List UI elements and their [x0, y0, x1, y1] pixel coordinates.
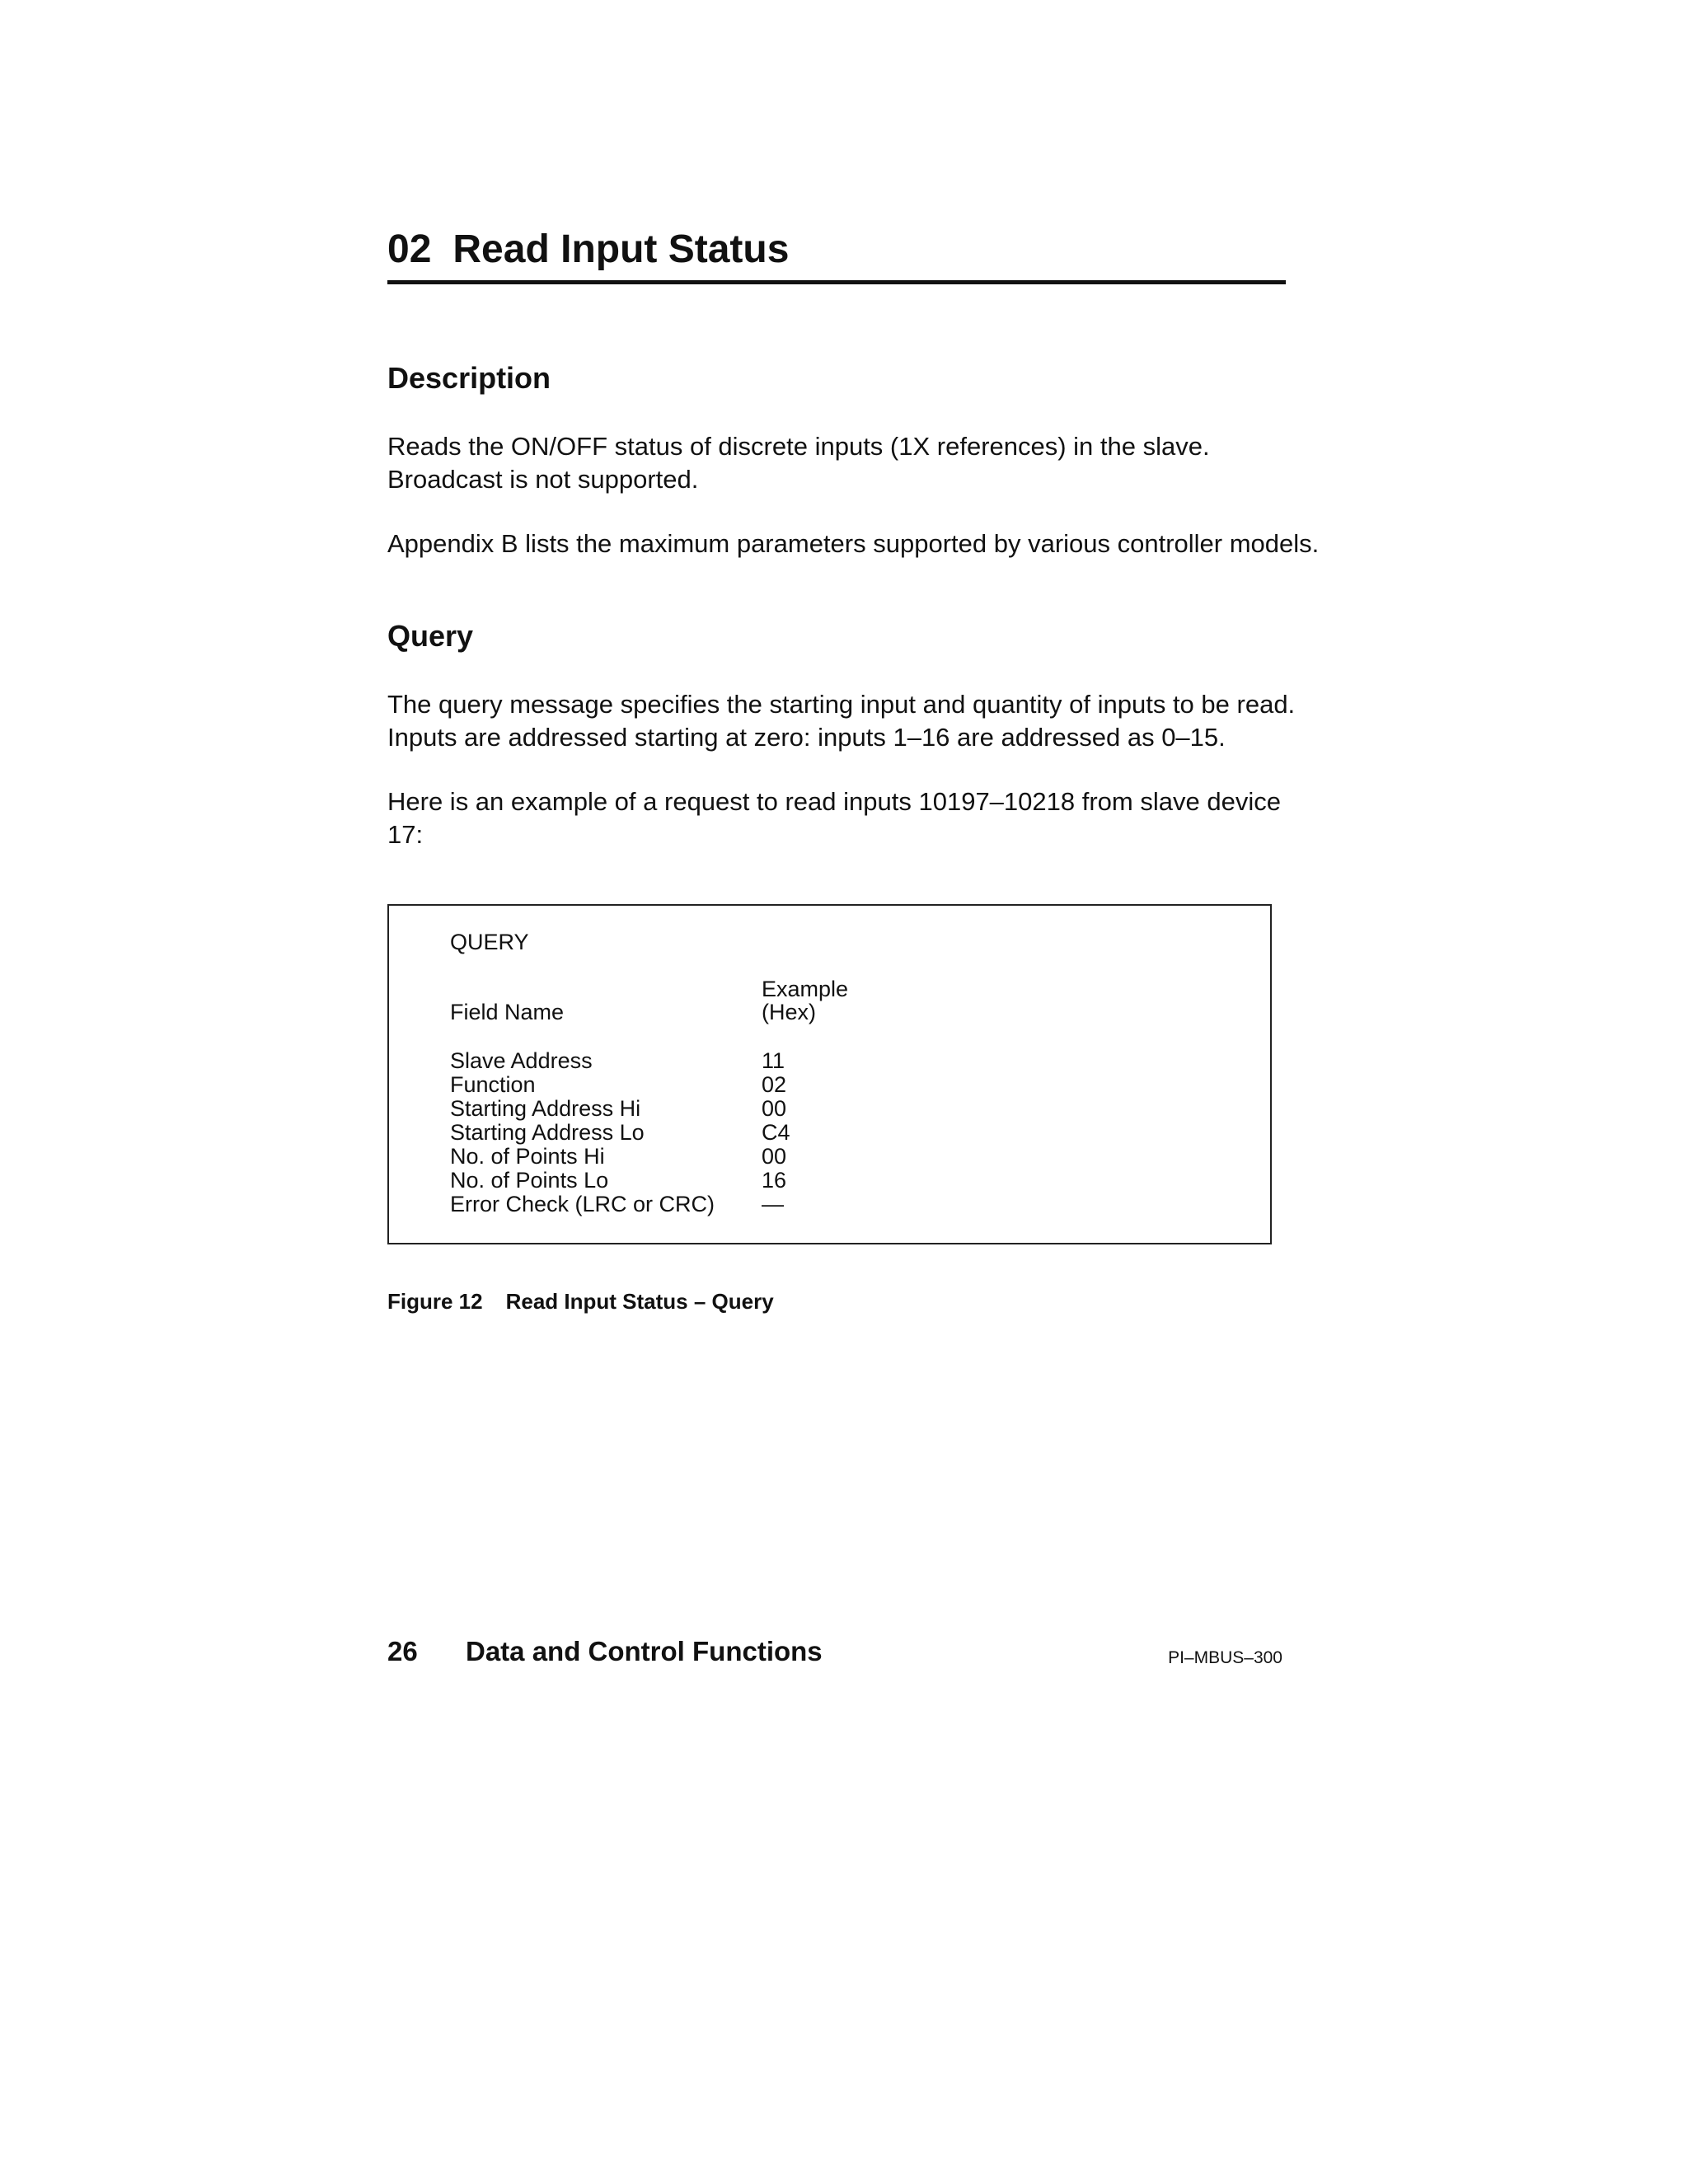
field-value: 11 [762, 1048, 785, 1073]
field-value: 02 [762, 1072, 787, 1097]
query-figure-box [387, 904, 1272, 1244]
paragraph-line: Reads the ON/OFF status of discrete inputs (1X references) in the slave. [387, 432, 1210, 461]
page-title [387, 221, 1286, 284]
table-row [450, 1097, 790, 1121]
paragraph-line: 17: [387, 820, 424, 849]
description-paragraph-1 [387, 430, 1302, 496]
page-title-text: Read Input Status [452, 227, 790, 271]
figure-caption [387, 1287, 774, 1315]
description-paragraph-2 [387, 527, 1320, 560]
field-name: Function [450, 1072, 536, 1097]
field-name: No. of Points Lo [450, 1168, 609, 1193]
table-row [450, 1121, 790, 1145]
paragraph-line: The query message specifies the starting input and quantity of inputs to be read. [387, 690, 1296, 719]
document-code: PI–MBUS–300 [1168, 1648, 1282, 1667]
field-name: Slave Address [450, 1048, 593, 1073]
field-value: C4 [762, 1120, 790, 1145]
table-row [450, 1169, 790, 1193]
field-value: 00 [762, 1144, 787, 1169]
table-row [450, 1049, 790, 1073]
paragraph-line: Appendix B lists the maximum parameters supported by various controller models. [387, 529, 1320, 558]
footer-section-title: Data and Control Functions [466, 1636, 823, 1666]
query-field-list [450, 1049, 790, 1216]
page-number: 26 [387, 1636, 418, 1666]
field-name: Starting Address Hi [450, 1096, 641, 1121]
column-header-field-name: Field Name [450, 1000, 565, 1024]
table-row [450, 1145, 790, 1169]
paragraph-line: Inputs are addressed starting at zero: inputs 1–16 are addressed as 0–15. [387, 723, 1226, 752]
query-heading: Query [387, 619, 474, 653]
field-name: Error Check (LRC or CRC) [450, 1192, 715, 1216]
page-title-number: 02 [387, 227, 432, 271]
field-name: No. of Points Hi [450, 1144, 605, 1169]
query-paragraph-2 [387, 785, 1302, 851]
column-header-example: Example [762, 977, 849, 1001]
table-row [450, 1073, 790, 1097]
field-value: 16 [762, 1168, 787, 1193]
description-heading: Description [387, 361, 551, 395]
paragraph-line: Here is an example of a request to read inputs 10197–10218 from slave device [387, 787, 1281, 816]
query-box-title: QUERY [450, 930, 529, 954]
figure-number: Figure 12 [387, 1289, 483, 1314]
query-paragraph-1 [387, 688, 1302, 754]
field-value: 00 [762, 1096, 787, 1121]
paragraph-line: Broadcast is not supported. [387, 465, 699, 494]
table-row [450, 1193, 790, 1216]
field-name: Starting Address Lo [450, 1120, 645, 1145]
field-value: — [762, 1192, 784, 1216]
figure-caption-text: Read Input Status – Query [505, 1289, 774, 1314]
column-header-hex: (Hex) [762, 1000, 816, 1024]
